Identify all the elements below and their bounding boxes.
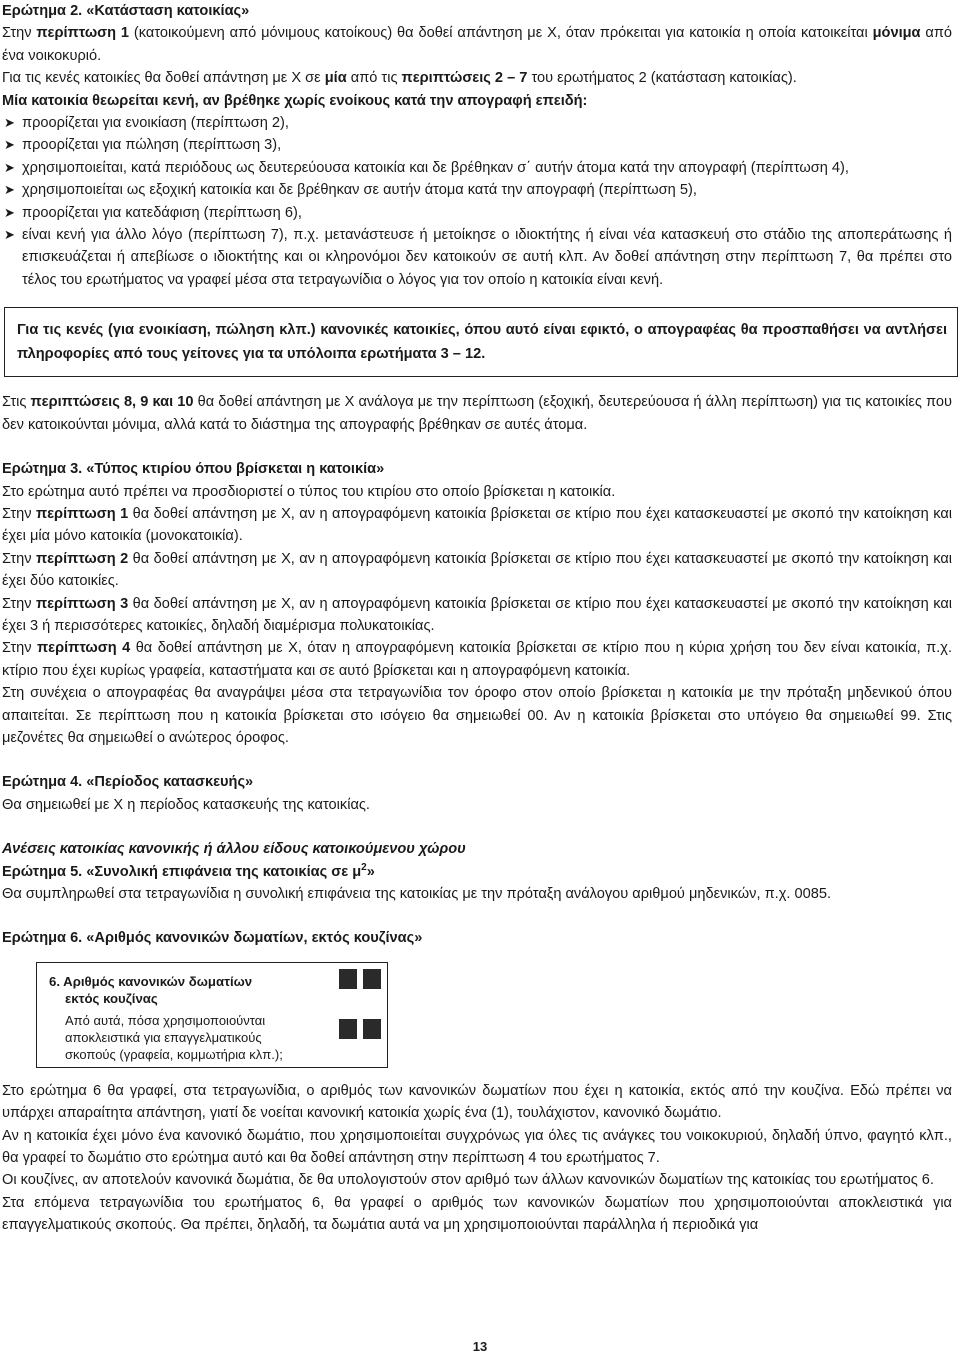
list-item — [2, 112, 952, 134]
emphasis: περίπτωση 1 — [36, 25, 130, 42]
q2-cases-paragraph — [2, 391, 952, 436]
q3-floor-paragraph: Στη συνέχεια ο απογραφέας θα αναγράψει μέσα στα τετραγωνίδια τον όροφο στον οποίο βρίσκεται η κατοικία με την πρόταξη μηδενικού όπου απαιτείται. Σε περίπτωση που η κατοικία βρίσκεται στο ισόγειο θα σημειωθεί 00. Αν η κατοικία βρίσκεται στο υπόγειο θα σημειωθεί 99. Στις μεζονέτες θα σημειωθεί ο ανώτερος όροφος. — [2, 685, 952, 746]
emphasis: μία — [324, 70, 347, 87]
q6-paragraph: Οι κουζίνες, αν αποτελούν κανονικά δωμάτια, δε θα υπολογιστούν στον αριθμό των άλλων κανονικών δωματίων της κατοικίας του ερωτήματος 6. — [2, 1172, 934, 1189]
q6-paragraph: Στο ερώτημα 6 θα γραφεί, στα τετραγωνίδια, ο αριθμός των κανονικών δωματίων που έχει η κατοικία, εκτός από την κουζίνα. Εδώ πρέπει να υπάρχει απαραίτητα απάντηση, γιατί δε νοείται κανονική κατοικία χωρίς ένα (1), τουλάχιστον, κανονικό δωμάτιο. — [2, 1082, 952, 1122]
digit-box — [339, 969, 357, 989]
emphasis: περιπτώσεις 2 – 7 — [401, 70, 528, 87]
section-title: Ανέσεις κατοικίας κανονικής ή άλλου είδους κατοικούμενου χώρου — [2, 841, 466, 858]
text-run: Στην — [2, 505, 36, 522]
list-item — [2, 179, 952, 201]
arrow-bullet-icon: ➤ — [4, 227, 15, 243]
arrow-bullet-icon: ➤ — [4, 159, 15, 175]
q6-paragraph: Στα επόμενα τετραγωνίδια του ερωτήματος 6, θα γραφεί ο αριθμός των κανονικών δωματίων που χρησιμοποιούνται αποκλειστικά για επαγγελματικούς σκοπούς. Θα πρέπει, δηλαδή, τα δωμάτια αυτά να μη χρησιμοποιούνται παράλληλα ή περιοδικά για — [2, 1194, 952, 1234]
text-run: θα δοθεί απάντηση με Χ, αν η απογραφόμενη κατοικία βρίσκεται σε κτίριο που έχει κατασκευαστεί με σκοπό την κατοίκηση και έχει δύο κατοικίες. — [2, 550, 953, 590]
text-run: Στην — [2, 595, 36, 612]
list-item — [2, 157, 952, 179]
form-subtitle: Από αυτά, πόσα χρησιμοποιούνται αποκλειστικά για επαγγελματικούς σκοπούς (γραφεία, κομμωτήρια κλπ.); — [65, 1012, 283, 1062]
list-item — [2, 224, 952, 291]
q3-heading: Ερώτημα 3. «Τύπος κτιρίου όπου βρίσκεται η κατοικία» — [2, 461, 385, 478]
list-item-text: χρησιμοποιείται, κατά περιόδους ως δευτερεύουσα κατοικία και δε βρέθηκαν σ΄ αυτήν άτομα κατά την απογραφή (περίπτωση 4), — [22, 159, 849, 176]
arrow-bullet-icon: ➤ — [4, 115, 15, 131]
q5-heading — [2, 861, 952, 883]
q2-heading: Ερώτημα 2. «Κατάσταση κατοικίας» — [2, 3, 250, 19]
arrow-bullet-icon: ➤ — [4, 182, 15, 198]
q3-case-paragraph — [2, 637, 952, 682]
text-run: από ένα νοικοκυριό. — [2, 25, 953, 64]
q3-intro: Στο ερώτημα αυτό πρέπει να προσδιοριστεί ο τύπος του κτιρίου στο οποίο βρίσκεται η κατοικία. — [2, 483, 616, 500]
list-item — [2, 202, 952, 224]
q3-case-paragraph — [2, 503, 952, 548]
text-run: (κατοικούμενη από μόνιμους κατοίκους) θα δοθεί απάντηση με Χ, όταν πρόκειται για κατοικία η οποία κατοικείται — [129, 25, 873, 42]
q6-heading: Ερώτημα 6. «Αριθμός κανονικών δωματίων, εκτός κουζίνας» — [2, 930, 423, 947]
q2-empty-intro: Μία κατοικία θεωρείται κενή, αν βρέθηκε χωρίς ενοίκους κατά την απογραφή επειδή: — [2, 92, 588, 109]
list-item — [2, 134, 952, 156]
list-item-text: προορίζεται για πώληση (περίπτωση 3), — [22, 137, 282, 154]
q4-heading: Ερώτημα 4. «Περίοδος κατασκευής» — [2, 774, 254, 791]
superscript: 2 — [361, 861, 367, 873]
digit-box — [339, 1019, 357, 1039]
q5-text: Θα συμπληρωθεί στα τετραγωνίδια η συνολική επιφάνεια της κατοικίας με την πρόταξη ανάλογου αριθμού μηδενικών, π.χ. 0085. — [2, 886, 831, 902]
text-run: Στην — [2, 550, 36, 567]
emphasis: περίπτωση 4 — [36, 640, 131, 657]
emphasis: περίπτωση 1 — [35, 505, 129, 522]
text-run: » — [366, 863, 375, 880]
q6-form-sample — [36, 962, 388, 1068]
text-run: θα δοθεί απάντηση με Χ, όταν η απογραφόμενη κατοικία βρίσκεται σε κτίριο που η κύρια χρήση του δεν είναι κατοικία, π.χ. κτίριο που έχει κυρίως γραφεία, καταστήματα και σε αυτό βρίσκεται και η απογραφόμενη κατοικία. — [2, 640, 952, 679]
spacer — [2, 816, 952, 838]
text-run: Για τις κενές κατοικίες θα δοθεί απάντηση με Χ σε — [2, 70, 325, 87]
q3-case-paragraph — [2, 548, 952, 593]
text-run: Ερώτημα 5. «Συνολική επιφάνεια της κατοικίας σε μ — [2, 863, 362, 880]
note-box: Για τις κενές (για ενοικίαση, πώληση κλπ.) κανονικές κατοικίες, όπου αυτό είναι εφικτό, ο απογραφέας θα προσπαθήσει να αντλήσει πληροφορίες από τους γείτονες για τα υπόλοιπα ερωτήματα 3 – 12. — [4, 307, 958, 377]
arrow-bullet-icon: ➤ — [4, 137, 15, 153]
q3-case-paragraph — [2, 593, 952, 638]
emphasis: περίπτωση 2 — [35, 550, 129, 567]
emphasis: περίπτωση 3 — [35, 595, 129, 612]
spacer — [2, 749, 952, 771]
digit-box — [363, 969, 381, 989]
arrow-bullet-icon: ➤ — [4, 204, 15, 220]
list-item-text: προορίζεται για ενοικίαση (περίπτωση 2), — [22, 115, 289, 132]
form-title-cont: εκτός κουζίνας — [65, 990, 158, 1006]
list-item-text: είναι κενή για άλλο λόγο (περίπτωση 7), π.χ. μετανάστευσε ή μετοίκησε ο ιδιοκτήτης ή είναι νέα κατασκευή στο στάδιο της αποπεράτωσης ή επισκευάζεται ή απεβίωσε ο ιδιοκτήτης και οι κληρονόμοι δεν κατοικούν σε αυτή κλπ. Αν δοθεί απάντηση στην περίπτωση 7, θα πρέπει στο τέλος του ερωτήματος να γραφεί μέσα στα τετραγωνίδια ο λόγος για τον οποίο η κατοικία είναι κενή. — [22, 227, 952, 288]
text-run: Στην — [2, 25, 37, 42]
text-run: θα δοθεί απάντηση με Χ, αν η απογραφόμενη κατοικία βρίσκεται σε κτίριο που έχει κατασκευαστεί με σκοπό την κατοίκηση και έχει μία μόνο κατοικία (μονοκατοικία). — [2, 505, 953, 545]
digit-box — [363, 1019, 381, 1039]
text-run: από τις — [346, 70, 402, 87]
q6-paragraph: Αν η κατοικία έχει μόνο ένα κανονικό δωμάτιο, που χρησιμοποιείται συγχρόνως για όλες τις ανάγκες του νοικοκυριού, δηλαδή ύπνο, φαγητό κλπ., θα γραφεί το δωμάτιο στο ερώτημα αυτό και θα δοθεί απάντηση στην περίπτωση 4 του ερωτήματος 7. — [2, 1127, 952, 1167]
list-item-text: χρησιμοποιείται ως εξοχική κατοικία και δε βρέθηκαν σε αυτήν άτομα κατά την απογραφή (περίπτωση 5), — [22, 182, 697, 199]
form-text — [49, 973, 309, 1063]
text-run: θα δοθεί απάντηση με Χ ανάλογα με την περίπτωση (εξοχική, δευτερεύουσα ή άλλη περίπτωση) για τις κατοικίες που δεν κατοικούνται μόνιμα, αλλά κατά το διάστημα της απογραφής βρέθηκαν σε αυτές άτομα. — [2, 394, 953, 433]
form-title: 6. Αριθμός κανονικών δωματίων — [49, 973, 253, 989]
q2-empty-paragraph — [2, 67, 952, 89]
spacer — [2, 905, 952, 927]
text-run: Στην — [2, 640, 37, 657]
emphasis: περιπτώσεις 8, 9 και 10 — [30, 394, 194, 411]
text-run: Στις — [2, 394, 31, 411]
q2-case1-paragraph — [2, 22, 952, 67]
text-run: του ερωτήματος 2 (κατάσταση κατοικίας). — [527, 70, 797, 87]
text-run: θα δοθεί απάντηση με Χ, αν η απογραφόμενη κατοικία βρίσκεται σε κτίριο που έχει κατασκευαστεί με σκοπό την κατοίκηση και έχει 3 ή περισσότερες κατοικίες, δηλαδή διαμέρισμα πολυκατοικίας. — [2, 595, 953, 634]
emphasis: μόνιμα — [872, 25, 921, 42]
list-item-text: προορίζεται για κατεδάφιση (περίπτωση 6), — [22, 204, 302, 221]
spacer — [2, 436, 952, 458]
page-number: 13 — [472, 1339, 488, 1354]
q4-text: Θα σημειωθεί με Χ η περίοδος κατασκευής της κατοικίας. — [2, 796, 370, 813]
